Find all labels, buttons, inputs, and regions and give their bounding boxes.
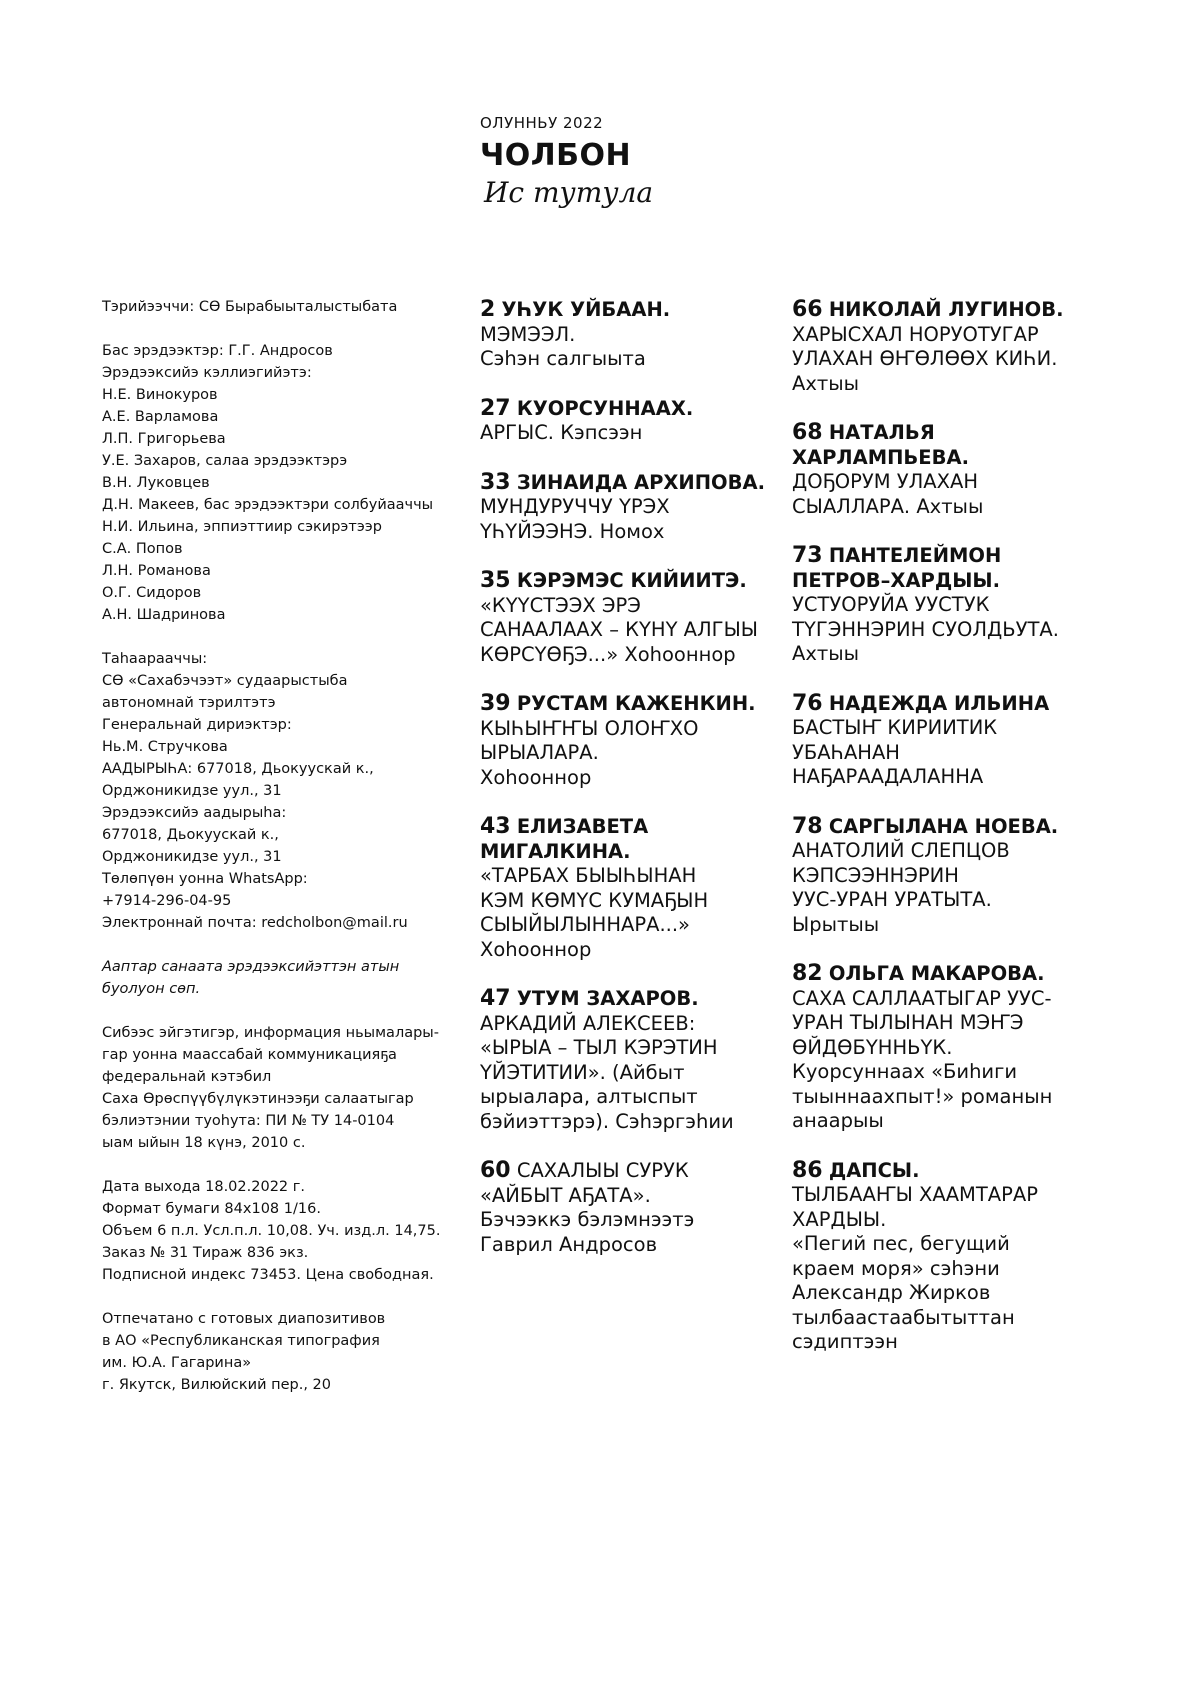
imprint-line: Ааптар санаата эрэдээксийэттэн атын: [102, 959, 400, 975]
toc-entry[interactable]: [792, 962, 1097, 1134]
imprint-line: Эрэдээксийэ кэллиэгийэтэ:: [102, 365, 312, 381]
work-title: ырыалара, алтыспыт: [480, 1085, 698, 1108]
work-title: ҮЙЭТИТИИ». (Айбыт: [480, 1060, 685, 1084]
imprint-line: Орджоникидзе уул., 31: [102, 849, 282, 865]
imprint-gap: [102, 1154, 457, 1176]
work-title: краем моря» сэһэни: [792, 1256, 1000, 1280]
imprint-line: бэлиэтэнии туоһута: ПИ № ТУ 14-0104: [102, 1113, 395, 1129]
toc-entry[interactable]: [480, 569, 780, 667]
author-name: РУСТАМ КАЖЕНКИН.: [516, 692, 756, 715]
page-number: 60: [480, 1158, 511, 1183]
imprint-line: А.Е. Варламова: [102, 409, 219, 425]
work-title: КӨРСҮӨҔЭ...» Хоһооннор: [480, 642, 736, 666]
author-name: КУОРСУННААХ.: [516, 396, 694, 420]
work-title: тылбаастаабытыттан: [792, 1305, 1015, 1329]
page-number: 35: [480, 568, 511, 593]
imprint-block: [102, 1022, 457, 1154]
toc-entry-first-line: [480, 987, 780, 1012]
toc-entry-first-line: [792, 962, 1097, 987]
author-name: ХАРЛАМПЬЕВА.: [792, 445, 969, 469]
imprint-line: СӨ «Сахабэчээт» судаарыстыба: [102, 673, 348, 689]
work-title: ӨЙДӨБҮННЬҮК.: [792, 1035, 953, 1059]
page-number: 39: [480, 691, 511, 716]
imprint-line: Заказ № 31 Тираж 836 экз.: [102, 1245, 309, 1261]
work-title: Куорсуннаах «Биһиги: [792, 1060, 1018, 1083]
imprint-block: [102, 1308, 457, 1396]
imprint-column: [102, 296, 457, 1396]
imprint-line: автономнай тэрилтэтэ: [102, 695, 276, 711]
work-title: ХАРЫСХАЛ НОРУОТУГАР: [792, 322, 1039, 346]
imprint-line: им. Ю.А. Гагарина»: [102, 1355, 252, 1371]
author-name: НАДЕЖДА ИЛЬИНА: [828, 691, 1050, 715]
page-number: 27: [480, 395, 511, 421]
toc-entry[interactable]: [792, 298, 1097, 396]
work-title: БАСТЫҤ КИРИИТИК: [792, 716, 998, 739]
imprint-line: Эрэдээксийэ аадырыһа:: [102, 805, 287, 821]
imprint-block: [102, 1176, 457, 1286]
imprint-line: Төлөпүөн уонна WhatsApp:: [102, 871, 308, 887]
contents-heading: Ис тутула: [484, 176, 654, 209]
work-title: АНАТОЛИЙ СЛЕПЦОВ: [792, 839, 1010, 862]
toc-entry[interactable]: [792, 692, 1097, 790]
work-title: ТЫЛБААҤЫ ХААМТАРАР: [792, 1183, 1038, 1206]
work-title: АРКАДИЙ АЛЕКСЕЕВ:: [480, 1011, 696, 1035]
work-title: УРАН ТЫЛЫНАН МЭҤЭ: [792, 1011, 1024, 1034]
page-number: 76: [792, 690, 823, 716]
imprint-line: Нь.М. Стручкова: [102, 739, 228, 755]
work-title: ДОҔОРУМ УЛАХАН: [792, 470, 979, 493]
work-title: ЫРЫАЛАРА.: [480, 741, 599, 764]
work-title: КЫҺЫҤҤЫ ОЛОҤХО: [480, 716, 699, 740]
work-title: «КҮҮСТЭЭХ ЭРЭ: [480, 593, 641, 617]
toc-entry[interactable]: [480, 397, 780, 446]
imprint-line: в АО «Республиканская типография: [102, 1333, 380, 1349]
page-number: 82: [792, 961, 823, 986]
imprint-line: Отпечатано с готовых диапозитивов: [102, 1311, 386, 1327]
imprint-line: буолуон сөп.: [102, 981, 201, 997]
work-title: ТҮГЭННЭРИН СУОЛДЬУТА.: [792, 617, 1059, 641]
imprint-line: Л.Н. Романова: [102, 563, 211, 579]
toc-entry[interactable]: [480, 1159, 780, 1257]
work-title: АРГЫС. Кэпсээн: [480, 421, 643, 444]
imprint-block: [102, 296, 457, 318]
author-name: УҺУК УЙБААН.: [501, 298, 671, 321]
imprint-line: О.Г. Сидоров: [102, 585, 202, 601]
work-title: САХА САЛЛААТЫГАР УУС-: [792, 986, 1052, 1010]
imprint-gap: [102, 626, 457, 648]
work-title: САНААЛААХ – КҮНҮ АЛГЫЫ: [480, 618, 758, 641]
imprint-gap: [102, 318, 457, 340]
page-number: 47: [480, 986, 511, 1011]
toc-entry-first-line: [792, 421, 1097, 446]
toc-entry[interactable]: [792, 421, 1097, 519]
work-title: анаарыы: [792, 1109, 884, 1132]
author-name: МИГАЛКИНА.: [480, 839, 631, 863]
author-name: ДАПСЫ.: [828, 1158, 920, 1182]
work-title: Хоһооннор: [480, 937, 592, 961]
toc-entry-first-line: [480, 569, 780, 594]
imprint-line: гар уонна маассабай коммуникацияҕа: [102, 1047, 397, 1063]
author-name: КЭРЭМЭС КИЙИИТЭ.: [516, 569, 747, 592]
imprint-line: Дата выхода 18.02.2022 г.: [102, 1179, 305, 1195]
work-title: САХАЛЫЫ СУРУК: [516, 1159, 689, 1182]
imprint-gap: [102, 934, 457, 956]
toc-entry-first-line: [792, 544, 1097, 569]
page-number: 78: [792, 813, 823, 839]
toc-entry-first-line: [792, 815, 1097, 840]
imprint-line: Саха Өрөспүүбүлүкэтинээҕи салаатыгар: [102, 1091, 414, 1107]
imprint-line: +7914-296-04-95: [102, 893, 232, 909]
imprint-line: Н.Е. Винокуров: [102, 387, 218, 403]
page-number: 66: [792, 297, 823, 322]
imprint-line: Таһаарааччы:: [102, 651, 208, 667]
imprint-line: Объем 6 п.л. Усл.п.л. 10,08. Уч. изд.л. 14,75.: [102, 1223, 441, 1239]
work-title: КЭМ КӨМҮС КУМАҔЫН: [480, 888, 709, 912]
toc-entry-first-line: [480, 298, 780, 323]
work-title: СЫАЛЛАРА. Ахтыы: [792, 494, 984, 518]
imprint-line: федеральнай кэтэбил: [102, 1069, 272, 1085]
toc-entry-first-line: [480, 1159, 780, 1184]
work-title: «ТАРБАХ БЫЫҺЫНАН: [480, 864, 697, 887]
imprint-gap: [102, 1286, 457, 1308]
imprint-line: Д.Н. Макеев, бас эрэдээктэри солбуйааччы: [102, 497, 434, 513]
toc-column-1: [480, 298, 780, 1282]
author-name: ОЛЬГА МАКАРОВА.: [828, 962, 1045, 985]
work-title: Александр Жирков: [792, 1281, 991, 1304]
imprint-line: Тэрийээччи: СӨ Бырабыыталыстыбата: [102, 299, 398, 315]
toc-entry-first-line: [480, 692, 780, 717]
toc-entry[interactable]: [480, 815, 780, 962]
imprint-line: Л.П. Григорьева: [102, 431, 226, 447]
imprint-line: Н.И. Ильина, эппиэттиир сэкирэтээр: [102, 519, 382, 535]
toc-entry[interactable]: [480, 692, 780, 790]
masthead: [480, 114, 653, 210]
work-title: НАҔАРААДАЛАННА: [792, 765, 984, 788]
work-title: Хоһооннор: [480, 765, 592, 789]
imprint-line: С.А. Попов: [102, 541, 183, 557]
work-title: «АЙБЫТ АҔАТА».: [480, 1183, 651, 1207]
toc-entry-first-line: [792, 298, 1097, 323]
work-title: УУС-УРАН УРАТЫТА.: [792, 888, 992, 911]
imprint-line: Электроннай почта: redcholbon@mail.ru: [102, 915, 408, 931]
imprint-line: Генеральнай дириэктэр:: [102, 717, 292, 733]
toc-entry-first-line: [480, 471, 780, 496]
toc-entry-first-line: [480, 397, 780, 422]
imprint-block: [102, 956, 457, 1000]
toc-entry[interactable]: [480, 471, 780, 545]
work-title: «Пегий пес, бегущий: [792, 1232, 1010, 1255]
imprint-line: ыам ыйын 18 күнэ, 2010 с.: [102, 1135, 306, 1151]
issue-date: ОЛУННЬУ 2022: [480, 114, 604, 132]
imprint-block: [102, 340, 457, 626]
toc-entry[interactable]: [480, 298, 780, 372]
author-name: НАТАЛЬЯ: [828, 421, 935, 444]
author-name: ЗИНАИДА АРХИПОВА.: [516, 470, 765, 494]
toc-entry[interactable]: [480, 987, 780, 1134]
work-title: тыыннаахпыт!» романын: [792, 1084, 1053, 1108]
work-title: ҮҺҮЙЭЭНЭ. Номох: [480, 519, 665, 543]
work-title: УСТУОРУЙА УУСТУК: [792, 593, 990, 616]
page-number: 33: [480, 469, 511, 495]
imprint-line: Сибээс эйгэтигэр, информация ньымалары-: [102, 1025, 439, 1041]
work-title: СЫЫЙЫЛЫННАРА...»: [480, 913, 690, 936]
work-title: Бэчээккэ бэлэмнээтэ: [480, 1208, 695, 1231]
author-name: УТУМ ЗАХАРОВ.: [516, 987, 699, 1010]
work-title: Ахтыы: [792, 371, 860, 395]
imprint-line: 677018, Дьокуускай к.,: [102, 827, 279, 843]
toc-entry-first-line: [792, 1159, 1097, 1184]
work-title: МУНДУРУЧЧУ ҮРЭХ: [480, 495, 670, 518]
work-title: бэйиэттэрэ). Сэһэргэһии: [480, 1109, 734, 1133]
work-title: ХАРДЫЫ.: [792, 1207, 887, 1231]
imprint-line: Подписной индекс 73453. Цена свободная.: [102, 1267, 434, 1283]
work-title: КЭПСЭЭННЭРИН: [792, 863, 959, 887]
imprint-line: Бас эрэдээктэр: Г.Г. Андросов: [102, 343, 333, 359]
work-title: Ырытыы: [792, 912, 880, 936]
page-number: 86: [792, 1157, 823, 1183]
author-name: ПАНТЕЛЕЙМОН: [828, 544, 1002, 567]
imprint-line: А.Н. Шадринова: [102, 607, 226, 623]
toc-entry[interactable]: [792, 544, 1097, 667]
author-name: НИКОЛАЙ ЛУГИНОВ.: [828, 298, 1064, 321]
toc-entry-first-line: [792, 692, 1097, 717]
work-title: УЛАХАН ӨҤӨЛӨӨХ КИҺИ.: [792, 347, 1058, 370]
author-name: САРГЫЛАНА НОЕВА.: [828, 814, 1059, 838]
author-name: ПЕТРОВ–ХАРДЫЫ.: [792, 568, 1001, 592]
toc-entry-first-line: [480, 815, 780, 840]
imprint-gap: [102, 1000, 457, 1022]
work-title: Ахтыы: [792, 642, 860, 665]
magazine-title: ЧОЛБОН: [480, 138, 632, 173]
work-title: УБАҺАНАН: [792, 740, 900, 764]
toc-entry[interactable]: [792, 815, 1097, 938]
page-number: 43: [480, 814, 511, 839]
page-number: 68: [792, 420, 823, 445]
toc-entry[interactable]: [792, 1159, 1097, 1355]
imprint-block: [102, 648, 457, 934]
work-title: МЭМЭЭЛ.: [480, 322, 576, 346]
imprint-line: Формат бумаги 84x108 1/16.: [102, 1201, 321, 1217]
work-title: «ЫРЫА – ТЫЛ КЭРЭТИН: [480, 1036, 718, 1059]
imprint-line: г. Якутск, Вилюйский пер., 20: [102, 1377, 331, 1393]
imprint-line: ААДЫРЫҺА: 677018, Дьокуускай к.,: [102, 761, 374, 777]
toc-column-2: [792, 298, 1097, 1380]
work-title: Сэһэн салгыыта: [480, 347, 646, 370]
imprint-line: Орджоникидзе уул., 31: [102, 783, 282, 799]
author-name: ЕЛИЗАВЕТА: [516, 815, 649, 838]
page-number: 73: [792, 543, 823, 568]
work-title: сэдиптээн: [792, 1330, 898, 1353]
page-number: 2: [480, 297, 496, 322]
imprint-line: У.Е. Захаров, салаа эрэдээктэрэ: [102, 453, 348, 469]
work-title: Гаврил Андросов: [480, 1232, 658, 1256]
imprint-line: В.Н. Луковцев: [102, 475, 210, 491]
